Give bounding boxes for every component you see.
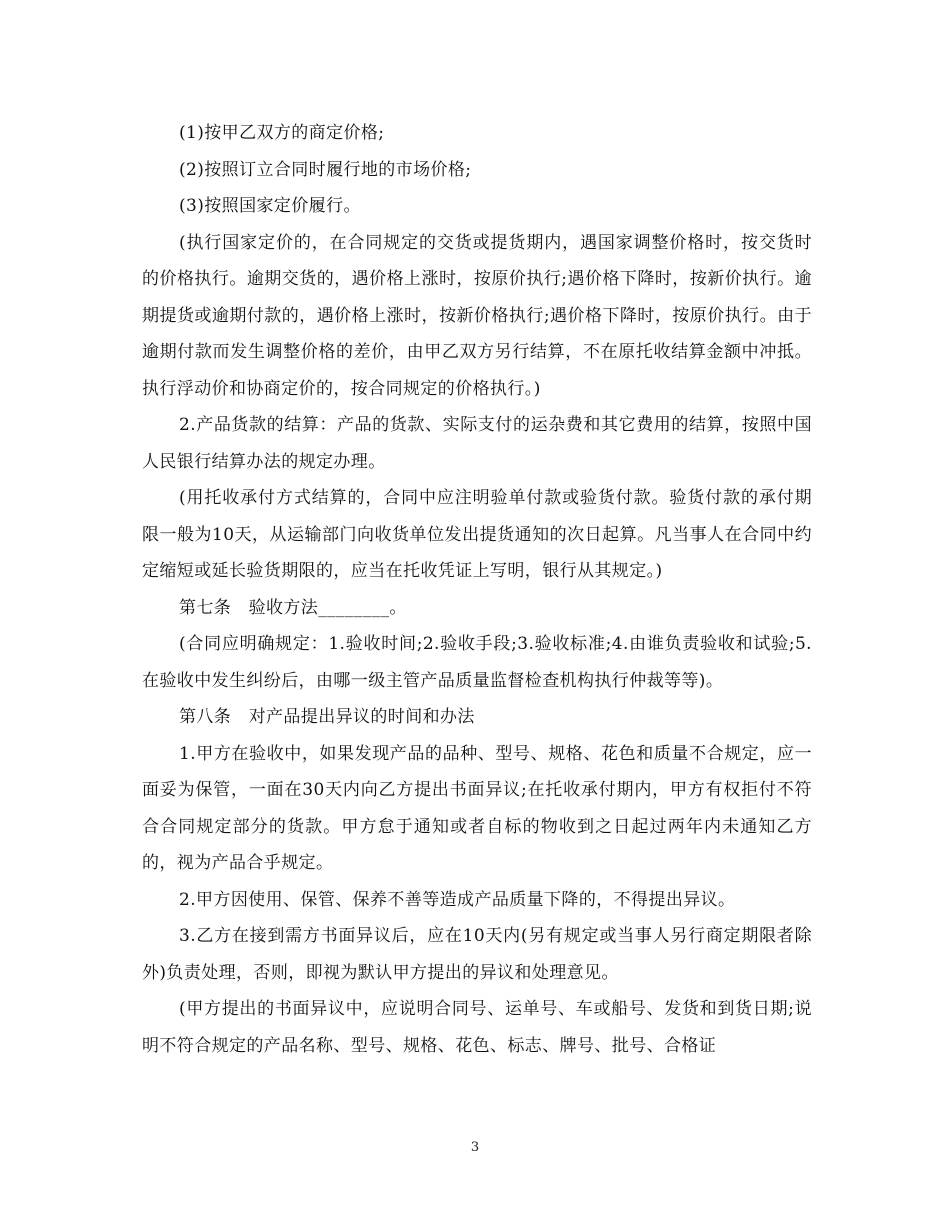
paragraph-inspection-note: (合同应明确规定：1.验收时间;2.验收手段;3.验收标准;4.由谁负责验收和试验;5.在验收中发生纠纷后，由哪一级主管产品质量监督检查机构执行仲裁等等)。 xyxy=(142,634,812,691)
paragraph-state-pricing-note: (执行国家定价的，在合同规定的交货或提货期内，遇国家调整价格时，按交货时的价格执行。逾期交货的，遇价格上涨时，按原价执行;遇价格下降时，按新价执行。逾期提货或逾期付款的，遇价格上涨时，按新价格执行;遇价格下降时，按原价执行。由于逾期付款而发生调整价格的差价，由甲乙双方另行结算，不在原托收结算金额中冲抵。执行浮动价和协商定价的，按合同规定的价格执行。) xyxy=(142,232,812,399)
article-8-heading: 第八条 对产品提出异议的时间和办法 xyxy=(179,707,475,727)
paragraph-written-objection-note: (甲方提出的书面异议中，应说明合同号、运单号、车或船号、发货和到货日期;说明不符合规定的产品名称、型号、规格、花色、标志、牌号、批号、合格证 xyxy=(142,999,812,1056)
paragraph-objection-clause-1: 1.甲方在验收中，如果发现产品的品种、型号、规格、花色和质量不合规定，应一面妥为保管，一面在30天内向乙方提出书面异议;在托收承付期内，甲方有权拒付不符合合同规定部分的货款。甲方怠于通知或者自标的物收到之日起过两年内未通知乙方的，视为产品合乎规定。 xyxy=(142,743,812,873)
paragraph-objection-clause-3: 3.乙方在接到需方书面异议后，应在10天内(另有规定或当事人另行商定期限者除外)负责处理，否则，即视为默认甲方提出的异议和处理意见。 xyxy=(142,926,812,983)
document-body xyxy=(142,115,812,1064)
paragraph-payment-settlement: 2.产品货款的结算：产品的货款、实际支付的运杂费和其它费用的结算，按照中国人民银行结算办法的规定办理。 xyxy=(142,415,812,472)
paragraph-objection-clause-2: 2.甲方因使用、保管、保养不善等造成产品质量下降的，不得提出异议。 xyxy=(179,889,736,910)
paragraph-collection-acceptance-note: (用托收承付方式结算的，合同中应注明验单付款或验货付款。验货付款的承付期限一般为10天，从运输部门向收货单位发出提货通知的次日起算。凡当事人在合同中约定缩短或延长验货期限的，应当在托收凭证上写明，银行从其规定。) xyxy=(142,488,812,581)
article-7-heading: 第七条 验收方法________。 xyxy=(179,597,407,618)
paragraph-price-option-1: (1)按甲乙双方的商定价格; xyxy=(179,123,385,143)
paragraph-price-option-3: (3)按照国家定价履行。 xyxy=(179,196,361,216)
page-number: 3 xyxy=(470,1140,480,1155)
paragraph-price-option-2: (2)按照订立合同时履行地的市场价格; xyxy=(179,159,472,180)
